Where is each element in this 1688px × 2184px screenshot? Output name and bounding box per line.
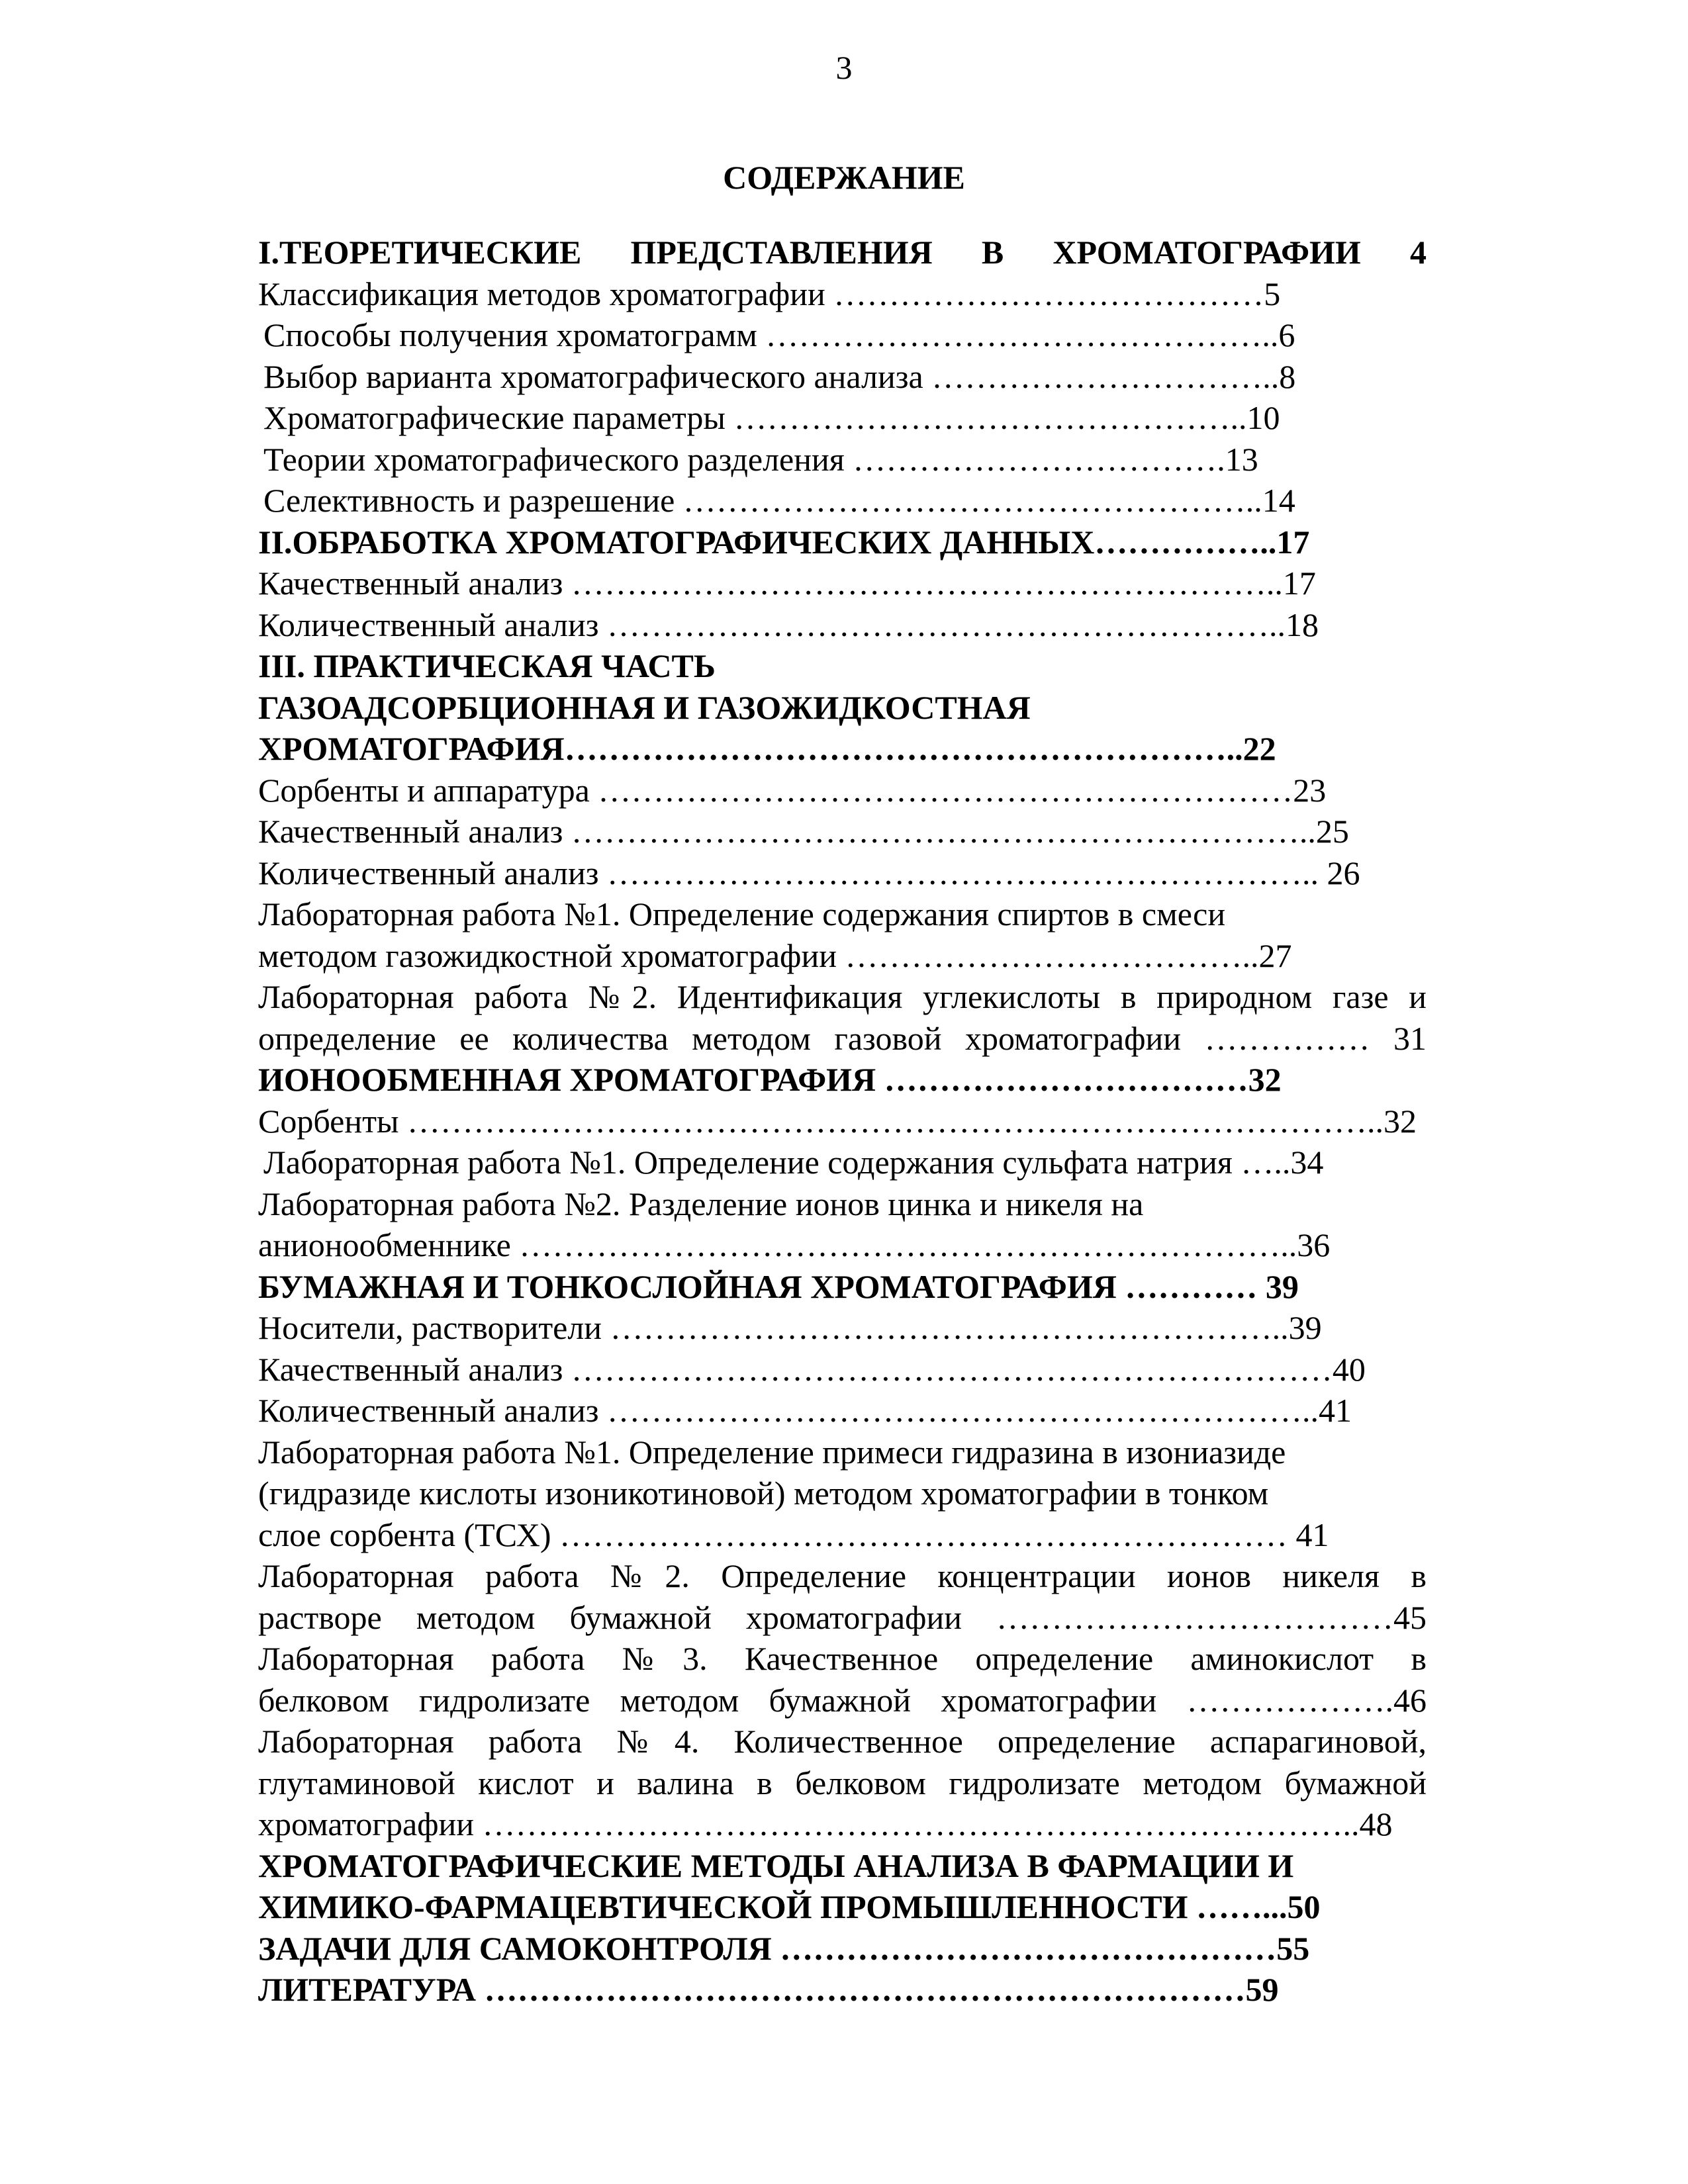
page-title: СОДЕРЖАНИЕ <box>723 159 965 196</box>
toc-entry: Лабораторная работа №1. Определение содержания спиртов в смеси <box>258 895 1226 933</box>
toc-entry: хроматографии ……………………………………………………………………..48 <box>258 1805 1393 1843</box>
toc-section-heading: II.ОБРАБОТКА ХРОМАТОГРАФИЧЕСКИХ ДАННЫХ……………..17 <box>258 523 1310 561</box>
toc-entry: Теории хроматографического разделения …………………………….13 <box>263 440 1258 478</box>
toc-entry: Классификация методов хроматографии …………………………………5 <box>258 275 1281 312</box>
toc-section-heading: ХРОМАТОГРАФИЧЕСКИЕ МЕТОДЫ АНАЛИЗА В ФАРМАЦИИ И <box>258 1846 1294 1884</box>
toc-entry: глутаминовой кислот и валина в белковом гидролизате методом бумажной <box>258 1764 1427 1801</box>
toc-entry: методом газожидкостной хроматографии ………………………………..27 <box>258 936 1292 974</box>
toc-section-heading: БУМАЖНАЯ И ТОНКОСЛОЙНАЯ ХРОМАТОГРАФИЯ ………… 39 <box>258 1267 1299 1305</box>
toc-section-heading: ГАЗОАДСОРБЦИОННАЯ И ГАЗОЖИДКОСТНАЯ <box>258 688 1031 726</box>
toc-entry: Носители, растворители ……………………………………………………..39 <box>258 1309 1322 1346</box>
toc-section-heading: ЗАДАЧИ ДЛЯ САМОКОНТРОЛЯ ………………………………………55 <box>258 1929 1310 1967</box>
toc-section-heading: ЛИТЕРАТУРА ……………………………………………………………59 <box>258 1971 1279 2008</box>
toc-entry: Сорбенты и аппаратура ………………………………………………………23 <box>258 771 1327 809</box>
toc-entry: Качественный анализ …………………………………………………………..25 <box>258 813 1349 850</box>
toc-section-heading: ИОНООБМЕННАЯ ХРОМАТОГРАФИЯ ……………………………32 <box>258 1061 1282 1098</box>
toc-entry: Лабораторная работа №1. Определение примеси гидразина в изониазиде <box>258 1433 1286 1471</box>
toc-entry: Лабораторная работа №3. Качественное определение аминокислот в <box>258 1640 1427 1677</box>
toc-section-heading: ХИМИКО-ФАРМАЦЕВТИЧЕСКОЙ ПРОМЫШЛЕННОСТИ ……...50 <box>258 1888 1321 1925</box>
toc-entry: слое сорбента (ТСХ) ………………………………………………………… 41 <box>258 1516 1329 1553</box>
toc-entry: Сорбенты ……………………………………………………………………………..32 <box>258 1102 1417 1140</box>
toc-entry: Способы получения хроматограмм ………………………………………..6 <box>263 316 1295 353</box>
toc-entry: определение ее количества методом газовой хроматографии …………… 31 <box>258 1019 1427 1057</box>
toc-entry: Качественный анализ ……………………………………………………………40 <box>258 1350 1366 1388</box>
toc-entry: Селективность и разрешение ……………………………………………..14 <box>263 482 1295 519</box>
toc-entry: Лабораторная работа №1. Определение содержания сульфата натрия …..34 <box>263 1144 1324 1181</box>
toc-entry: (гидразиде кислоты изоникотиновой) методом хроматографии в тонком <box>258 1475 1269 1512</box>
toc-entry: Количественный анализ ……………………………………………………….. 26 <box>258 854 1360 891</box>
toc-entry: белковом гидролизате методом бумажной хроматографии ……………….46 <box>258 1681 1427 1719</box>
toc-section-heading: I.ТЕОРЕТИЧЕСКИЕ ПРЕДСТАВЛЕНИЯ В ХРОМАТОГРАФИИ 4 <box>258 234 1427 271</box>
toc-entry: Выбор варианта хроматографического анализа …………………………..8 <box>263 357 1296 395</box>
toc-entry: Хроматографические параметры ………………………………………..10 <box>263 399 1280 436</box>
toc-entry: Лабораторная работа №2. Определение концентрации ионов никеля в <box>258 1557 1427 1594</box>
toc-entry: Лабораторная работа №2. Разделение ионов цинка и никеля на <box>258 1185 1144 1222</box>
toc-section-heading: III. ПРАКТИЧЕСКАЯ ЧАСТЬ <box>258 647 716 684</box>
table-of-contents <box>258 232 1427 2011</box>
toc-entry: растворе методом бумажной хроматографии ………………………………45 <box>258 1598 1427 1636</box>
toc-entry: анионообменнике ……………………………………………………………..36 <box>258 1226 1331 1263</box>
toc-entry: Количественный анализ ……………………………………………………..18 <box>258 606 1319 643</box>
toc-section-heading: ХРОМАТОГРАФИЯ……………………………………………………..22 <box>258 730 1276 767</box>
toc-entry: Лабораторная работа №2. Идентификация углекислоты в природном газе и <box>258 978 1427 1015</box>
page-number: 3 <box>835 49 853 86</box>
toc-entry: Количественный анализ ………………………………………………………..41 <box>258 1392 1352 1429</box>
toc-entry: Качественный анализ ………………………………………………………..17 <box>258 565 1316 602</box>
toc-entry: Лабораторная работа №4. Количественное определение аспарагиновой, <box>258 1723 1427 1760</box>
